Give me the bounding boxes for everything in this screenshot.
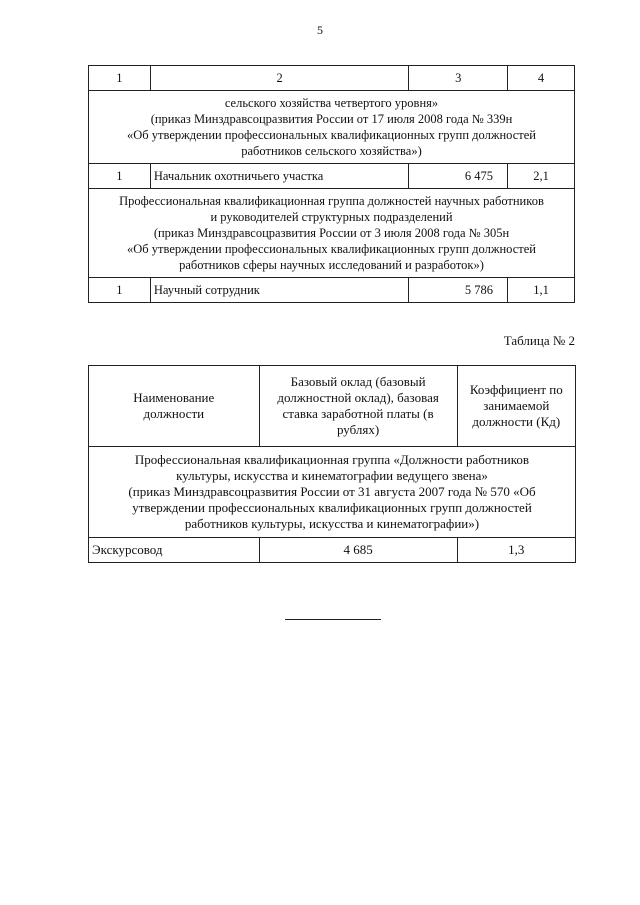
group-science-text: [89, 189, 575, 278]
base-salary: 6 475: [409, 164, 508, 189]
group-line: «Об утверждении профессиональных квалификационных групп должностей: [127, 128, 536, 142]
table-row: [89, 164, 575, 189]
header-line: Коэффициент по: [469, 382, 563, 397]
table-qualification-groups-continued: [88, 65, 575, 303]
header-line: занимаемой: [483, 398, 550, 413]
group-line: (приказ Минздравсоцразвития России от 17 июля 2008 года № 339н: [150, 112, 513, 126]
group-line: (приказ Минздравсоцразвития России от 3 июля 2008 года № 305н: [153, 226, 510, 240]
table-header-row: [89, 66, 575, 91]
table-row: [89, 538, 576, 563]
coefficient: 2,1: [508, 164, 575, 189]
column-number-3: 3: [409, 66, 508, 91]
group-line: сельского хозяйства четвертого уровня»: [224, 96, 439, 110]
header-base-salary: [259, 366, 457, 447]
group-agriculture-text: [89, 91, 575, 164]
group-line: и руководителей структурных подразделений: [210, 210, 453, 224]
group-line: Профессиональная квалификационная группа должностей научных работников: [119, 194, 544, 208]
group-row: [89, 189, 575, 278]
group-line: Профессиональная квалификационная группа «Должности работников: [134, 452, 530, 467]
coefficient: 1,1: [508, 278, 575, 303]
header-line: рублях): [336, 422, 380, 437]
position-name: Начальник охотничьего участка: [150, 164, 409, 189]
group-row: [89, 91, 575, 164]
group-line: работников сельского хозяйства»): [241, 144, 422, 158]
base-salary: 5 786: [409, 278, 508, 303]
header-position-name: [89, 366, 260, 447]
group-row: [89, 447, 576, 538]
column-number-4: 4: [508, 66, 575, 91]
table-culture-positions: [88, 365, 576, 563]
group-line: утверждении профессиональных квалификационных групп должностей: [132, 500, 532, 515]
group-line: работников культуры, искусства и кинематографии»): [184, 516, 480, 531]
table-row: [89, 278, 575, 303]
row-number: 1: [89, 164, 151, 189]
header-line: должности: [143, 406, 205, 421]
group-line: работников сферы научных исследований и разработок»): [179, 258, 484, 272]
header-line: должности (Кд): [472, 414, 561, 429]
end-divider: [285, 619, 381, 620]
header-line: должностной оклад), базовая: [277, 390, 439, 405]
group-culture-text: [89, 447, 576, 538]
table-2-title: Таблица № 2: [503, 333, 575, 348]
row-number: 1: [89, 278, 151, 303]
group-line: «Об утверждении профессиональных квалификационных групп должностей: [127, 242, 536, 256]
header-coefficient: [457, 366, 575, 447]
header-line: Наименование: [133, 390, 215, 405]
header-line: ставка заработной платы (в: [282, 406, 434, 421]
header-line: Базовый оклад (базовый: [290, 374, 426, 389]
column-number-1: 1: [89, 66, 151, 91]
group-line: культуры, искусства и кинематографии ведущего звена»: [176, 468, 488, 483]
group-line: (приказ Минздравсоцразвития России от 31 августа 2007 года № 570 «Об: [128, 484, 536, 499]
page-number: 5: [317, 23, 323, 37]
position-name: Научный сотрудник: [150, 278, 409, 303]
base-salary: 4 685: [259, 538, 457, 563]
column-number-2: 2: [150, 66, 409, 91]
coefficient: 1,3: [457, 538, 575, 563]
table-header-row: [89, 366, 576, 447]
position-name: Экскурсовод: [89, 538, 260, 563]
